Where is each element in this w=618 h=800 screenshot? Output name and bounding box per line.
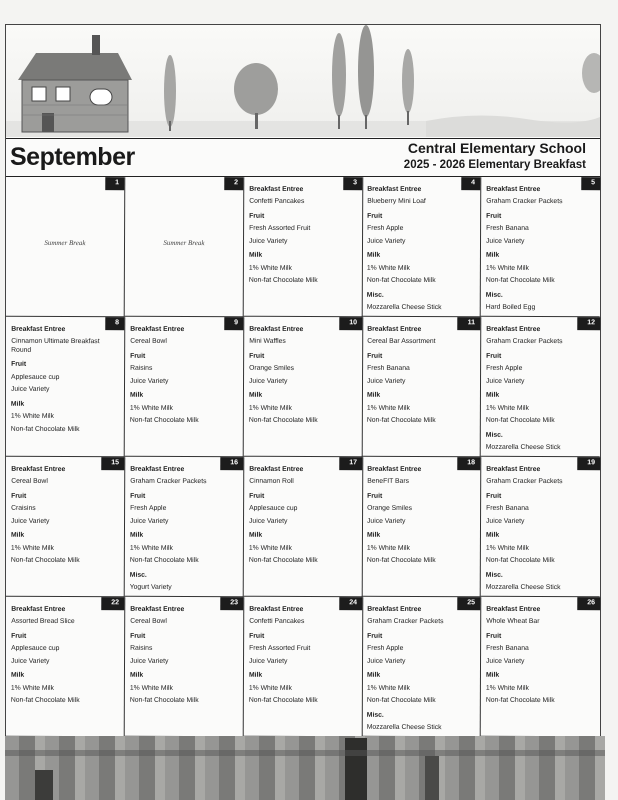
milk-label: Milk <box>367 252 381 260</box>
menu-item: Juice Variety <box>486 657 525 665</box>
day-cell <box>362 597 481 738</box>
summer-break-note: Summer Break <box>163 238 205 248</box>
day-number: 3 <box>343 177 362 190</box>
menu-item: Non-fat Chocolate Milk <box>248 277 318 285</box>
menu-item: 1% White Milk <box>10 684 54 692</box>
misc-label: Misc. <box>485 571 503 579</box>
menu-item: Non-fat Chocolate Milk <box>129 417 199 425</box>
day-cell <box>6 457 125 598</box>
milk-label: Milk <box>486 672 500 680</box>
menu-item: Mozzarella Cheese Stick <box>485 584 561 592</box>
menu-item: 1% White Milk <box>248 404 292 412</box>
menu-item: Graham Cracker Packets <box>486 338 563 346</box>
day-cell <box>481 597 600 738</box>
breakfast-entree-label: Breakfast Entree <box>486 185 541 193</box>
fruit-label: Fruit <box>248 632 264 640</box>
day-cell <box>362 457 481 598</box>
menu-item: 1% White Milk <box>248 684 292 692</box>
menu-item: Fresh Banana <box>486 225 529 233</box>
breakfast-entree-label: Breakfast Entree <box>130 605 185 613</box>
calendar-grid <box>6 176 600 737</box>
day-cell <box>124 457 243 598</box>
menu-item: Non-fat Chocolate Milk <box>486 277 555 285</box>
tree-icon <box>234 63 278 129</box>
day-cell <box>362 317 481 458</box>
menu-item: Graham Cracker Packets <box>367 618 444 626</box>
fruit-label: Fruit <box>367 212 383 220</box>
menu-item: Fresh Banana <box>486 505 529 513</box>
menu-item: 1% White Milk <box>486 684 530 692</box>
menu-item: Non-fat Chocolate Milk <box>10 557 80 565</box>
day-number: 18 <box>458 457 481 470</box>
milk-label: Milk <box>129 672 143 680</box>
menu-item: Applesauce cup <box>11 645 60 653</box>
menu-item: Applesauce cup <box>248 505 298 513</box>
menu-item: Mini Waffles <box>248 338 286 346</box>
milk-label: Milk <box>367 392 381 400</box>
menu-item: 1% White Milk <box>486 264 530 272</box>
breakfast-entree-label: Breakfast Entree <box>11 325 66 333</box>
day-cell <box>362 177 481 318</box>
menu-item: Juice Variety <box>129 657 169 665</box>
menu-item: Fresh Apple <box>129 505 167 513</box>
milk-label: Milk <box>486 392 500 400</box>
day-cell <box>124 317 243 458</box>
milk-label: Milk <box>367 532 381 540</box>
menu-item: Blueberry Mini Loaf <box>367 198 427 206</box>
menu-subtitle: 2025 - 2026 Elementary Breakfast <box>403 159 586 171</box>
day-number: 9 <box>224 317 243 330</box>
menu-sheet <box>5 24 601 796</box>
day-number: 25 <box>458 597 481 610</box>
fruit-label: Fruit <box>248 212 264 220</box>
milk-label: Milk <box>486 532 500 540</box>
breakfast-entree-label: Breakfast Entree <box>248 185 303 193</box>
menu-item: Non-fat Chocolate Milk <box>486 697 555 705</box>
breakfast-entree-label: Breakfast Entree <box>486 465 541 473</box>
breakfast-entree-label: Breakfast Entree <box>130 465 185 473</box>
menu-item: Fresh Assorted Fruit <box>248 645 310 653</box>
menu-item: Fresh Apple <box>486 365 523 373</box>
fruit-label: Fruit <box>129 352 146 360</box>
milk-label: Milk <box>10 532 25 540</box>
fruit-label: Fruit <box>486 352 502 360</box>
menu-item: Non-fat Chocolate Milk <box>248 697 318 705</box>
misc-label: Misc. <box>485 431 503 439</box>
misc-label: Misc. <box>485 291 503 299</box>
fruit-label: Fruit <box>486 492 502 500</box>
menu-item: Confetti Pancakes <box>248 198 304 206</box>
menu-item: Fresh Apple <box>367 645 404 653</box>
menu-item: Juice Variety <box>486 377 525 385</box>
menu-item: Orange Smiles <box>248 365 294 373</box>
misc-label: Misc. <box>129 571 147 579</box>
menu-item: Non-fat Chocolate Milk <box>367 697 437 705</box>
menu-item: Non-fat Chocolate Milk <box>367 277 437 285</box>
day-cell <box>481 177 600 318</box>
house-and-trees-illustration <box>6 25 600 137</box>
milk-label: Milk <box>129 392 143 400</box>
menu-item: Non-fat Chocolate Milk <box>486 557 555 565</box>
tree-icon <box>332 33 346 129</box>
day-number: 8 <box>105 317 124 330</box>
milk-label: Milk <box>248 252 262 260</box>
menu-item: Craisins <box>11 505 36 513</box>
breakfast-entree-label: Breakfast Entree <box>486 325 541 333</box>
menu-item: 1% White Milk <box>367 404 411 412</box>
menu-item: Juice Variety <box>129 517 169 525</box>
menu-item: Assorted Bread Slice <box>11 618 75 626</box>
menu-item: Juice Variety <box>11 657 50 665</box>
menu-item: Non-fat Chocolate Milk <box>10 425 80 433</box>
menu-item: Graham Cracker Packets <box>129 478 207 486</box>
menu-item: 1% White Milk <box>129 684 173 692</box>
menu-item: Orange Smiles <box>367 505 413 513</box>
menu-item: Non-fat Chocolate Milk <box>10 697 80 705</box>
day-number: 15 <box>101 457 124 470</box>
milk-label: Milk <box>129 532 143 540</box>
day-cell <box>243 317 362 458</box>
fruit-label: Fruit <box>486 212 502 220</box>
menu-item: 1% White Milk <box>486 404 530 412</box>
day-number: 10 <box>339 317 362 330</box>
menu-item: 1% White Milk <box>367 684 411 692</box>
summer-break-note: Summer Break <box>44 238 86 248</box>
fruit-label: Fruit <box>11 361 27 369</box>
menu-item: 1% White Milk <box>367 544 411 552</box>
menu-item: Non-fat Chocolate Milk <box>367 557 437 565</box>
fruit-label: Fruit <box>248 492 264 500</box>
day-cell <box>124 177 243 318</box>
fruit-label: Fruit <box>129 492 146 500</box>
menu-item: Juice Variety <box>367 377 406 385</box>
misc-label: Misc. <box>367 711 385 719</box>
day-number: 23 <box>220 597 243 610</box>
menu-item: Non-fat Chocolate Milk <box>367 417 437 425</box>
menu-item: BeneFIT Bars <box>367 478 410 486</box>
breakfast-entree-label: Breakfast Entree <box>367 605 422 613</box>
menu-item: Non-fat Chocolate Milk <box>129 697 199 705</box>
menu-item: 1% White Milk <box>129 544 173 552</box>
misc-label: Misc. <box>367 291 385 299</box>
menu-item: Yogurt Variety <box>129 584 172 592</box>
menu-item: Non-fat Chocolate Milk <box>248 417 318 425</box>
day-number: 19 <box>577 457 600 470</box>
menu-item: Juice Variety <box>248 657 288 665</box>
menu-item: Cereal Bar Assortment <box>367 338 436 346</box>
day-number: 24 <box>339 597 362 610</box>
tree-icon <box>164 55 176 131</box>
day-cell <box>6 597 125 738</box>
milk-label: Milk <box>486 252 500 260</box>
day-number: 5 <box>581 177 600 190</box>
day-cell <box>243 457 362 598</box>
breakfast-entree-label: Breakfast Entree <box>130 325 185 333</box>
breakfast-entree-label: Breakfast Entree <box>367 465 422 473</box>
menu-item: Fresh Banana <box>367 365 411 373</box>
calendar-header <box>6 138 600 177</box>
menu-item: Cereal Bowl <box>129 338 167 346</box>
menu-item: Applesauce cup <box>11 373 60 381</box>
fruit-label: Fruit <box>129 632 146 640</box>
milk-label: Milk <box>248 532 262 540</box>
breakfast-entree-label: Breakfast Entree <box>248 605 303 613</box>
breakfast-entree-label: Breakfast Entree <box>367 325 422 333</box>
menu-item: Juice Variety <box>367 517 406 525</box>
menu-item: Graham Cracker Packets <box>486 478 563 486</box>
menu-item: Cinnamon Ultimate Breakfast Round <box>11 338 100 354</box>
menu-item: Fresh Assorted Fruit <box>248 225 310 233</box>
menu-item: Juice Variety <box>129 377 169 385</box>
day-number: 2 <box>224 177 243 190</box>
day-cell <box>243 177 362 318</box>
milk-label: Milk <box>248 672 262 680</box>
milk-label: Milk <box>248 392 262 400</box>
menu-item: Mozzarella Cheese Stick <box>485 444 561 452</box>
fruit-label: Fruit <box>367 632 383 640</box>
school-name: Central Elementary School <box>407 140 586 156</box>
fruit-label: Fruit <box>367 492 383 500</box>
menu-item: 1% White Milk <box>248 544 292 552</box>
menu-item: Cinnamon Roll <box>248 478 294 486</box>
month-title: September <box>10 143 135 171</box>
breakfast-entree-label: Breakfast Entree <box>11 465 66 473</box>
fruit-label: Fruit <box>367 352 383 360</box>
breakfast-entree-label: Breakfast Entree <box>486 605 541 613</box>
breakfast-entree-label: Breakfast Entree <box>248 325 303 333</box>
menu-item: 1% White Milk <box>248 264 292 272</box>
menu-item: Non-fat Chocolate Milk <box>486 417 555 425</box>
menu-item: Graham Cracker Packets <box>486 198 563 206</box>
fence-illustration <box>5 736 605 800</box>
fruit-label: Fruit <box>248 352 264 360</box>
menu-item: Fresh Banana <box>486 645 529 653</box>
day-cell <box>124 597 243 738</box>
fruit-label: Fruit <box>11 632 27 640</box>
menu-item: Whole Wheat Bar <box>486 618 540 626</box>
day-number: 16 <box>220 457 243 470</box>
menu-item: Hard Boiled Egg <box>485 304 536 312</box>
day-number: 11 <box>458 317 480 330</box>
menu-item: Juice Variety <box>10 386 50 394</box>
day-number: 1 <box>105 177 124 190</box>
menu-item: Fresh Apple <box>367 225 404 233</box>
menu-item: Non-fat Chocolate Milk <box>248 557 318 565</box>
menu-item: Mozzarella Cheese Stick <box>367 304 442 312</box>
milk-label: Milk <box>10 672 25 680</box>
milk-label: Milk <box>367 672 381 680</box>
day-cell <box>481 317 600 458</box>
menu-item: Juice Variety <box>248 237 288 245</box>
fruit-label: Fruit <box>486 632 502 640</box>
menu-item: 1% White Milk <box>10 544 54 552</box>
day-number: 17 <box>339 457 362 470</box>
menu-item: Juice Variety <box>367 237 406 245</box>
menu-item: 1% White Milk <box>367 264 411 272</box>
tree-icon <box>358 25 374 129</box>
day-cell <box>243 597 362 738</box>
menu-item: Raisins <box>129 645 153 653</box>
menu-item: Non-fat Chocolate Milk <box>129 557 199 565</box>
menu-item: Cereal Bowl <box>11 478 48 486</box>
footer-illustration <box>5 736 605 800</box>
day-cell <box>481 457 600 598</box>
menu-item: Juice Variety <box>248 377 288 385</box>
breakfast-entree-label: Breakfast Entree <box>367 185 422 193</box>
day-number: 26 <box>577 597 600 610</box>
menu-item: 1% White Milk <box>129 404 173 412</box>
milk-label: Milk <box>10 400 25 408</box>
menu-item: Raisins <box>129 365 153 373</box>
tree-icon <box>582 53 600 93</box>
menu-item: Juice Variety <box>486 517 525 525</box>
tree-icon <box>402 49 414 125</box>
day-cell <box>6 317 125 458</box>
day-number: 22 <box>101 597 124 610</box>
day-number: 12 <box>577 317 600 330</box>
menu-item: Juice Variety <box>11 517 50 525</box>
menu-item: Juice Variety <box>486 237 525 245</box>
menu-item: Juice Variety <box>248 517 288 525</box>
day-number: 4 <box>462 177 481 190</box>
header-illustration <box>6 25 600 137</box>
menu-item: Mozzarella Cheese Stick <box>367 724 442 732</box>
menu-item: Confetti Pancakes <box>248 618 304 626</box>
menu-item: 1% White Milk <box>10 413 54 421</box>
menu-item: Cereal Bowl <box>129 618 167 626</box>
menu-item: 1% White Milk <box>486 544 530 552</box>
breakfast-entree-label: Breakfast Entree <box>248 465 303 473</box>
day-cell <box>6 177 125 318</box>
breakfast-entree-label: Breakfast Entree <box>11 605 66 613</box>
menu-item: Juice Variety <box>367 657 406 665</box>
house-icon <box>18 35 132 132</box>
fruit-label: Fruit <box>11 492 27 500</box>
